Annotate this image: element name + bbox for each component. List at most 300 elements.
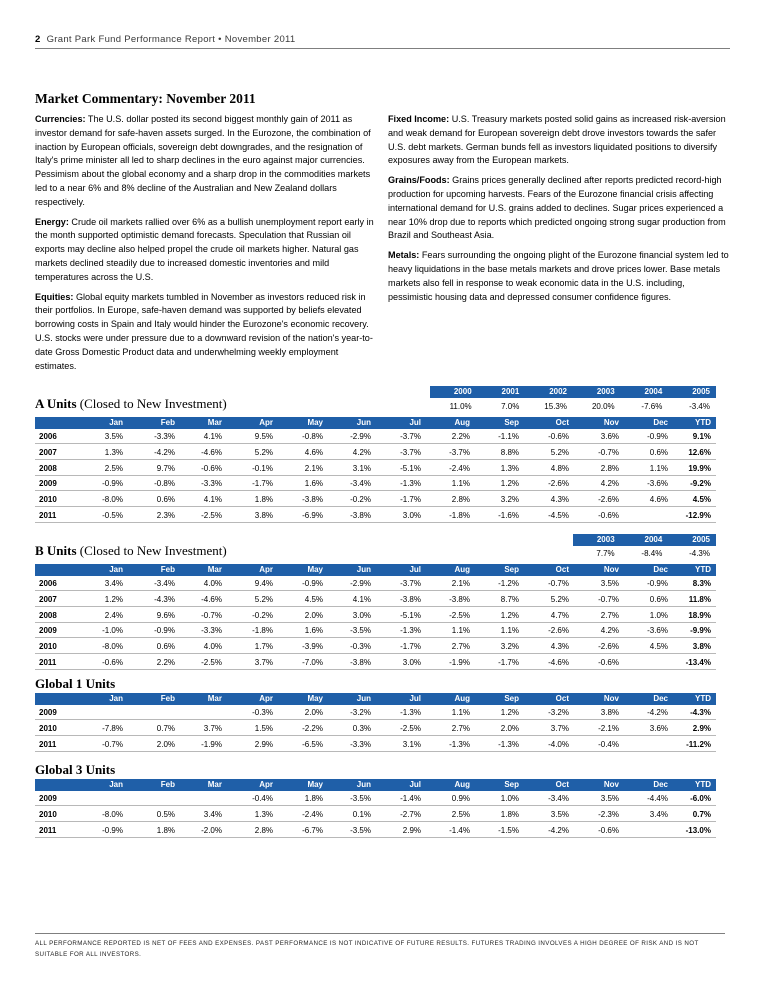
return-cell: 2.8% bbox=[600, 463, 619, 473]
return-cell: -2.6% bbox=[548, 626, 569, 636]
return-cell: 5.2% bbox=[254, 447, 273, 457]
return-cell: -4.2% bbox=[647, 708, 668, 717]
column-header-feb: Feb bbox=[160, 694, 175, 703]
return-cell: 3.4% bbox=[203, 809, 222, 819]
ytd-cell: -13.0% bbox=[685, 825, 711, 835]
return-cell: -0.6% bbox=[548, 432, 569, 441]
table-row bbox=[35, 793, 716, 806]
return-cell: -2.4% bbox=[449, 463, 470, 473]
return-cell: -0.8% bbox=[154, 479, 175, 489]
metals-paragraph: Metals: Fears surrounding the ongoing plight of the Eurozone financial system led to heavy liquidations in the base metals markets and drove prices lower. Base metals markets also fell in response to weak economic data in the U.S. including, pessimistic housing data and depressed consumer confidence figures. bbox=[388, 250, 729, 302]
return-cell: -4.2% bbox=[154, 447, 175, 457]
return-cell: 5.2% bbox=[550, 594, 569, 604]
ytd-cell: -9.9% bbox=[690, 626, 711, 636]
column-header-apr: Apr bbox=[259, 780, 273, 789]
return-cell: 3.6% bbox=[600, 432, 619, 441]
return-cell: 4.5% bbox=[304, 594, 323, 604]
return-cell: -1.2% bbox=[498, 579, 519, 588]
return-cell: -2.0% bbox=[201, 825, 222, 835]
energy-paragraph: Energy: Crude oil markets rallied over 6% as a bullish unemployment report early in the month supported optimistic demand forecasts. Speculation that Russian oil exports may decline also helped propel the crude oil markets higher. Natural gas markets declined steadily due to increased domestic inventories and mild temperatures across the U.S. bbox=[35, 216, 374, 282]
table-row bbox=[35, 594, 716, 607]
return-cell: -0.5% bbox=[102, 511, 123, 520]
return-cell: 2.5% bbox=[104, 463, 123, 473]
row-year: 2007 bbox=[39, 594, 57, 604]
return-cell: -3.6% bbox=[647, 626, 668, 636]
return-cell: 0.6% bbox=[156, 495, 175, 505]
equities-paragraph: Equities: Global equity markets tumbled in November as investors reduced risk in their portfolios. In Europe, safe-haven demand was supported by beliefs elevated borrowing costs in Spain and Italy would hinder the Eurozone's economic recovery. U.S. stocks were under pressure due to a downward revision of the nation's year-to-date Gross Domestic Product data and underwhelming weekly employment estimates. bbox=[35, 291, 373, 371]
return-cell: -3.8% bbox=[350, 658, 371, 667]
return-cell: 3.2% bbox=[500, 495, 519, 505]
column-header-aug: Aug bbox=[454, 694, 470, 703]
return-cell: 1.3% bbox=[104, 447, 123, 457]
column-header-sep: Sep bbox=[504, 418, 519, 427]
commentary-title: Market Commentary: November 2011 bbox=[35, 91, 256, 106]
column-header-ytd: YTD bbox=[695, 694, 711, 703]
return-cell: 4.1% bbox=[352, 594, 371, 604]
b-units-title: B Units (Closed to New Investment) bbox=[35, 543, 227, 558]
return-cell bbox=[79, 793, 123, 805]
return-cell: 0.6% bbox=[649, 594, 668, 604]
ytd-cell: -4.3% bbox=[690, 708, 711, 717]
column-header-may: May bbox=[307, 780, 323, 789]
column-header-dec: Dec bbox=[653, 418, 668, 427]
return-cell: -8.0% bbox=[102, 495, 123, 505]
column-header-jul: Jul bbox=[409, 780, 421, 789]
column-header-nov: Nov bbox=[603, 418, 619, 427]
column-header-mar: Mar bbox=[207, 565, 222, 574]
column-header-feb: Feb bbox=[160, 780, 175, 789]
return-cell: 1.6% bbox=[304, 479, 323, 489]
row-year: 2011 bbox=[39, 511, 57, 520]
b-annual-returns bbox=[573, 548, 716, 560]
table-row bbox=[35, 463, 716, 476]
global3-title: Global 3 Units bbox=[35, 762, 116, 777]
row-year: 2007 bbox=[39, 447, 57, 457]
annual-year: 2004 bbox=[644, 535, 663, 544]
annual-return: 11.0% bbox=[449, 402, 472, 411]
return-cell: -0.1% bbox=[252, 463, 273, 473]
column-header-may: May bbox=[307, 565, 323, 574]
row-year: 2011 bbox=[39, 658, 57, 667]
commentary-left-column bbox=[35, 113, 375, 379]
row-year: 2006 bbox=[39, 432, 57, 441]
return-cell: 2.0% bbox=[500, 723, 519, 733]
column-header-jul: Jul bbox=[409, 418, 421, 427]
column-header-jun: Jun bbox=[356, 780, 371, 789]
commentary-right-column bbox=[388, 113, 730, 310]
column-header-may: May bbox=[307, 418, 323, 427]
return-cell: 3.7% bbox=[550, 723, 569, 733]
return-cell: 1.7% bbox=[254, 642, 273, 652]
return-cell: -3.3% bbox=[201, 626, 222, 636]
return-cell: 4.1% bbox=[203, 432, 222, 441]
return-cell: -4.2% bbox=[548, 825, 569, 835]
return-cell: 9.6% bbox=[156, 610, 175, 620]
return-cell: -0.8% bbox=[302, 432, 323, 441]
return-cell: -0.9% bbox=[647, 579, 668, 588]
return-cell: -1.8% bbox=[252, 626, 273, 636]
return-cell: -0.3% bbox=[252, 708, 273, 717]
column-header-nov: Nov bbox=[603, 565, 619, 574]
global1-table bbox=[35, 693, 716, 754]
annual-year: 2003 bbox=[596, 387, 615, 396]
column-header-nov: Nov bbox=[603, 780, 619, 789]
column-header-jun: Jun bbox=[356, 565, 371, 574]
return-cell: 3.4% bbox=[649, 809, 668, 819]
row-year: 2008 bbox=[39, 610, 57, 620]
row-year: 2009 bbox=[39, 794, 57, 803]
return-cell: 2.7% bbox=[451, 723, 470, 733]
a-units-table bbox=[35, 417, 716, 526]
return-cell: -2.5% bbox=[201, 511, 222, 520]
column-header-nov: Nov bbox=[603, 694, 619, 703]
return-cell: -0.7% bbox=[598, 447, 619, 457]
return-cell: 2.5% bbox=[451, 809, 470, 819]
return-cell: -3.8% bbox=[449, 594, 470, 604]
column-header-jun: Jun bbox=[356, 694, 371, 703]
return-cell: -1.3% bbox=[400, 708, 421, 717]
return-cell bbox=[624, 657, 668, 669]
annual-year: 2005 bbox=[692, 535, 710, 544]
column-header-dec: Dec bbox=[653, 780, 668, 789]
annual-return: 20.0% bbox=[591, 402, 615, 411]
return-cell: 1.3% bbox=[500, 463, 519, 473]
annual-return: -7.6% bbox=[641, 402, 663, 411]
return-cell: 3.0% bbox=[402, 658, 421, 667]
return-cell: 2.0% bbox=[304, 610, 323, 620]
return-cell: 2.2% bbox=[451, 432, 470, 441]
return-cell: 4.8% bbox=[550, 463, 569, 473]
return-cell bbox=[131, 793, 175, 805]
return-cell: -0.6% bbox=[598, 825, 619, 835]
fixed-income-paragraph: Fixed Income: U.S. Treasury markets posted solid gains as increased risk-aversion and weak demand for European sovereign debt drove investors towards the safer U.S. debt markets. German bunds fell as investors liquidated positions to diversify exposures away from the European markets. bbox=[388, 114, 726, 166]
return-cell: -4.6% bbox=[548, 658, 569, 667]
table-row bbox=[35, 431, 716, 444]
return-cell: 1.2% bbox=[104, 594, 123, 604]
return-cell: -2.3% bbox=[598, 809, 619, 819]
table-header-row bbox=[35, 779, 716, 791]
column-header-jan: Jan bbox=[109, 565, 123, 574]
return-cell: 0.6% bbox=[156, 642, 175, 652]
column-header-sep: Sep bbox=[504, 565, 519, 574]
return-cell: -0.3% bbox=[350, 642, 371, 652]
return-cell: -0.9% bbox=[647, 432, 668, 441]
return-cell: 3.5% bbox=[550, 809, 569, 819]
return-cell: -3.9% bbox=[302, 642, 323, 652]
return-cell: -1.7% bbox=[400, 495, 421, 505]
return-cell: -0.9% bbox=[154, 626, 175, 636]
return-cell: 1.8% bbox=[156, 825, 175, 835]
return-cell: -0.7% bbox=[102, 739, 123, 749]
return-cell: 4.6% bbox=[649, 495, 668, 505]
return-cell: -0.6% bbox=[102, 658, 123, 667]
return-cell: 3.5% bbox=[600, 579, 619, 588]
return-cell: 3.1% bbox=[352, 463, 371, 473]
return-cell: -3.5% bbox=[350, 626, 371, 636]
ytd-cell: -12.9% bbox=[685, 511, 711, 520]
return-cell: -3.6% bbox=[647, 479, 668, 489]
return-cell: -2.4% bbox=[302, 809, 323, 819]
return-cell: 4.7% bbox=[550, 610, 569, 620]
return-cell: -1.4% bbox=[400, 794, 421, 803]
return-cell: 3.1% bbox=[402, 739, 421, 749]
return-cell: -3.3% bbox=[201, 479, 222, 489]
return-cell: -6.5% bbox=[302, 739, 323, 749]
ytd-cell: 3.8% bbox=[692, 642, 711, 652]
annual-return: -3.4% bbox=[689, 402, 710, 411]
column-header-jan: Jan bbox=[109, 418, 123, 427]
row-year: 2010 bbox=[39, 495, 57, 505]
return-cell: 2.2% bbox=[156, 658, 175, 667]
column-header-jun: Jun bbox=[356, 418, 371, 427]
return-cell bbox=[624, 510, 668, 522]
return-cell: 1.2% bbox=[500, 479, 519, 489]
return-cell: -1.3% bbox=[400, 479, 421, 489]
row-year: 2008 bbox=[39, 463, 57, 473]
return-cell: -0.6% bbox=[598, 511, 619, 520]
column-header-jul: Jul bbox=[409, 694, 421, 703]
page-number: 2 bbox=[35, 34, 41, 45]
return-cell: -7.0% bbox=[302, 658, 323, 667]
return-cell: -4.6% bbox=[201, 447, 222, 457]
ytd-cell: 11.8% bbox=[688, 594, 711, 604]
return-cell: -0.7% bbox=[598, 594, 619, 604]
return-cell: -0.6% bbox=[201, 463, 222, 473]
return-cell: -5.1% bbox=[400, 610, 421, 620]
return-cell bbox=[624, 825, 668, 837]
return-cell: 2.9% bbox=[254, 739, 273, 749]
return-cell: -1.8% bbox=[449, 511, 470, 520]
column-header-dec: Dec bbox=[653, 694, 668, 703]
return-cell: 1.8% bbox=[254, 495, 273, 505]
return-cell: 3.6% bbox=[649, 723, 668, 733]
return-cell: -1.7% bbox=[252, 479, 273, 489]
ytd-cell: 4.5% bbox=[692, 495, 711, 505]
return-cell: 1.8% bbox=[500, 809, 519, 819]
return-cell: 3.0% bbox=[402, 511, 421, 520]
return-cell: -4.0% bbox=[548, 739, 569, 749]
table-row bbox=[35, 825, 716, 838]
column-header-jan: Jan bbox=[109, 780, 123, 789]
return-cell: 1.1% bbox=[451, 479, 470, 489]
a-annual-years-header bbox=[430, 386, 716, 398]
return-cell: 1.8% bbox=[304, 794, 323, 803]
return-cell: -6.7% bbox=[302, 825, 323, 835]
annual-year: 2001 bbox=[501, 387, 520, 396]
return-cell: 4.2% bbox=[600, 479, 619, 489]
return-cell: -0.6% bbox=[598, 658, 619, 667]
return-cell: 4.3% bbox=[550, 642, 569, 652]
table-row bbox=[35, 510, 716, 523]
return-cell: -2.7% bbox=[400, 809, 421, 819]
return-cell: 3.5% bbox=[104, 432, 123, 441]
disclaimer: ALL PERFORMANCE REPORTED IS NET OF FEES AND EXPENSES. PAST PERFORMANCE IS NOT INDICATIVE OF FUTURE RESULTS. FUTURES TRADING INVOLVES A HIGH DEGREE OF RISK AND IS NOT SUITABLE FOR ALL INVESTORS. bbox=[35, 933, 725, 960]
return-cell: 3.8% bbox=[254, 511, 273, 520]
return-cell: 1.2% bbox=[500, 610, 519, 620]
row-year: 2011 bbox=[39, 739, 57, 749]
return-cell: 9.5% bbox=[254, 432, 273, 441]
return-cell: 2.8% bbox=[254, 825, 273, 835]
row-year: 2011 bbox=[39, 825, 57, 835]
return-cell: 4.2% bbox=[600, 626, 619, 636]
return-cell: 3.5% bbox=[600, 794, 619, 803]
return-cell: -0.4% bbox=[598, 739, 619, 749]
global1-title: Global 1 Units bbox=[35, 676, 116, 691]
return-cell: -3.2% bbox=[548, 708, 569, 717]
row-year: 2009 bbox=[39, 626, 57, 636]
table-row bbox=[35, 578, 716, 591]
return-cell: 4.6% bbox=[304, 447, 323, 457]
return-cell: -3.5% bbox=[350, 825, 371, 835]
column-header-may: May bbox=[307, 694, 323, 703]
table-header-row bbox=[35, 417, 716, 429]
annual-year: 2005 bbox=[692, 387, 710, 396]
table-header-row bbox=[35, 564, 716, 576]
column-header-sep: Sep bbox=[504, 694, 519, 703]
return-cell: -2.6% bbox=[598, 642, 619, 652]
return-cell: -4.5% bbox=[548, 511, 569, 520]
return-cell: -0.2% bbox=[350, 495, 371, 505]
column-header-mar: Mar bbox=[207, 780, 222, 789]
ytd-cell: 9.1% bbox=[692, 432, 711, 441]
column-header-oct: Oct bbox=[555, 780, 569, 789]
a-units-title: A Units (Closed to New Investment) bbox=[35, 396, 227, 411]
return-cell: 2.0% bbox=[304, 708, 323, 717]
return-cell: 0.9% bbox=[451, 794, 470, 803]
return-cell: -4.6% bbox=[201, 594, 222, 604]
ytd-cell: 2.9% bbox=[692, 723, 711, 733]
return-cell: 0.6% bbox=[649, 447, 668, 457]
return-cell: -2.9% bbox=[350, 579, 371, 588]
return-cell: -1.1% bbox=[498, 432, 519, 441]
return-cell: 2.0% bbox=[156, 739, 175, 749]
annual-year: 2003 bbox=[596, 535, 615, 544]
ytd-cell: -11.2% bbox=[686, 739, 711, 749]
return-cell: -2.5% bbox=[449, 610, 470, 620]
table-row bbox=[35, 707, 716, 720]
page-header bbox=[35, 34, 730, 49]
return-cell: -1.3% bbox=[400, 626, 421, 636]
column-header-oct: Oct bbox=[555, 565, 569, 574]
return-cell: -0.9% bbox=[102, 479, 123, 489]
annual-return: 7.0% bbox=[501, 402, 520, 411]
annual-return: 15.3% bbox=[544, 402, 567, 411]
return-cell: 5.2% bbox=[550, 447, 569, 457]
ytd-cell: 12.6% bbox=[688, 447, 711, 457]
return-cell: -3.7% bbox=[400, 579, 421, 588]
return-cell: 2.1% bbox=[451, 579, 470, 588]
row-year: 2006 bbox=[39, 579, 57, 588]
return-cell: -3.2% bbox=[350, 708, 371, 717]
column-header-oct: Oct bbox=[555, 418, 569, 427]
global3-table bbox=[35, 779, 716, 840]
return-cell: 3.7% bbox=[254, 658, 273, 667]
return-cell: 2.7% bbox=[451, 642, 470, 652]
return-cell: -2.6% bbox=[598, 495, 619, 505]
return-cell: 2.7% bbox=[600, 610, 619, 620]
row-year: 2010 bbox=[39, 809, 57, 819]
column-header-ytd: YTD bbox=[695, 780, 711, 789]
return-cell: -2.9% bbox=[350, 432, 371, 441]
return-cell: 0.1% bbox=[352, 809, 371, 819]
ytd-cell: -13.4% bbox=[685, 658, 711, 667]
return-cell: -4.4% bbox=[647, 794, 668, 803]
return-cell: -1.6% bbox=[498, 511, 519, 520]
return-cell: 3.7% bbox=[203, 723, 222, 733]
b-annual-years-header bbox=[573, 534, 716, 546]
return-cell: 0.5% bbox=[156, 809, 175, 819]
ytd-cell: -6.0% bbox=[690, 794, 711, 803]
ytd-cell: 8.3% bbox=[692, 579, 711, 588]
return-cell: 4.3% bbox=[550, 495, 569, 505]
return-cell: 4.1% bbox=[203, 495, 222, 505]
return-cell: 1.3% bbox=[254, 809, 273, 819]
return-cell: -5.1% bbox=[400, 463, 421, 473]
column-header-sep: Sep bbox=[504, 780, 519, 789]
return-cell: 1.2% bbox=[500, 708, 519, 717]
return-cell bbox=[79, 707, 123, 719]
column-header-feb: Feb bbox=[160, 565, 175, 574]
return-cell: -3.3% bbox=[154, 432, 175, 441]
return-cell: -4.3% bbox=[154, 594, 175, 604]
table-row bbox=[35, 723, 716, 736]
return-cell: -8.0% bbox=[102, 642, 123, 652]
column-header-aug: Aug bbox=[454, 780, 470, 789]
column-header-aug: Aug bbox=[454, 418, 470, 427]
column-header-jan: Jan bbox=[109, 694, 123, 703]
return-cell: -0.9% bbox=[102, 825, 123, 835]
return-cell: -0.9% bbox=[302, 579, 323, 588]
table-row bbox=[35, 478, 716, 491]
table-row bbox=[35, 657, 716, 670]
return-cell: 4.2% bbox=[352, 447, 371, 457]
return-cell: -3.4% bbox=[548, 794, 569, 803]
return-cell: -1.3% bbox=[498, 739, 519, 749]
return-cell: 2.4% bbox=[104, 610, 123, 620]
annual-return: -8.4% bbox=[641, 549, 663, 558]
table-row bbox=[35, 739, 716, 752]
a-annual-returns bbox=[430, 401, 716, 413]
row-year: 2009 bbox=[39, 479, 57, 489]
return-cell bbox=[178, 793, 222, 805]
return-cell: -6.9% bbox=[302, 511, 323, 520]
return-cell: 4.0% bbox=[203, 579, 222, 588]
column-header-apr: Apr bbox=[259, 694, 273, 703]
return-cell: 3.8% bbox=[600, 708, 619, 717]
column-header-apr: Apr bbox=[259, 565, 273, 574]
return-cell: 9.4% bbox=[254, 579, 273, 588]
row-year: 2010 bbox=[39, 642, 57, 652]
return-cell: -3.7% bbox=[400, 432, 421, 441]
return-cell: -0.7% bbox=[548, 579, 569, 588]
return-cell: -3.5% bbox=[350, 794, 371, 803]
return-cell: 9.7% bbox=[156, 463, 175, 473]
return-cell bbox=[178, 707, 222, 719]
return-cell: 2.3% bbox=[156, 511, 175, 520]
return-cell: 5.2% bbox=[254, 594, 273, 604]
return-cell bbox=[131, 707, 175, 719]
return-cell: -3.4% bbox=[350, 479, 371, 489]
return-cell: 1.1% bbox=[649, 463, 668, 473]
return-cell: -2.2% bbox=[302, 723, 323, 733]
return-cell: 2.8% bbox=[451, 495, 470, 505]
row-year: 2009 bbox=[39, 708, 57, 717]
return-cell: -0.4% bbox=[252, 794, 273, 803]
return-cell: -3.7% bbox=[449, 447, 470, 457]
grains-foods-paragraph: Grains/Foods: Grains prices generally declined after reports predicted record-high production for upcoming harvests. Fears of the Eurozone financial crisis affecting international demand for U.S. grains added to declines. Sugar prices experienced a near 10% drop due to reports which predicted ongoing strong sugar production from Brazil and Southeast Asia. bbox=[388, 175, 726, 241]
return-cell: -3.8% bbox=[400, 594, 421, 604]
return-cell: 8.7% bbox=[500, 594, 519, 604]
